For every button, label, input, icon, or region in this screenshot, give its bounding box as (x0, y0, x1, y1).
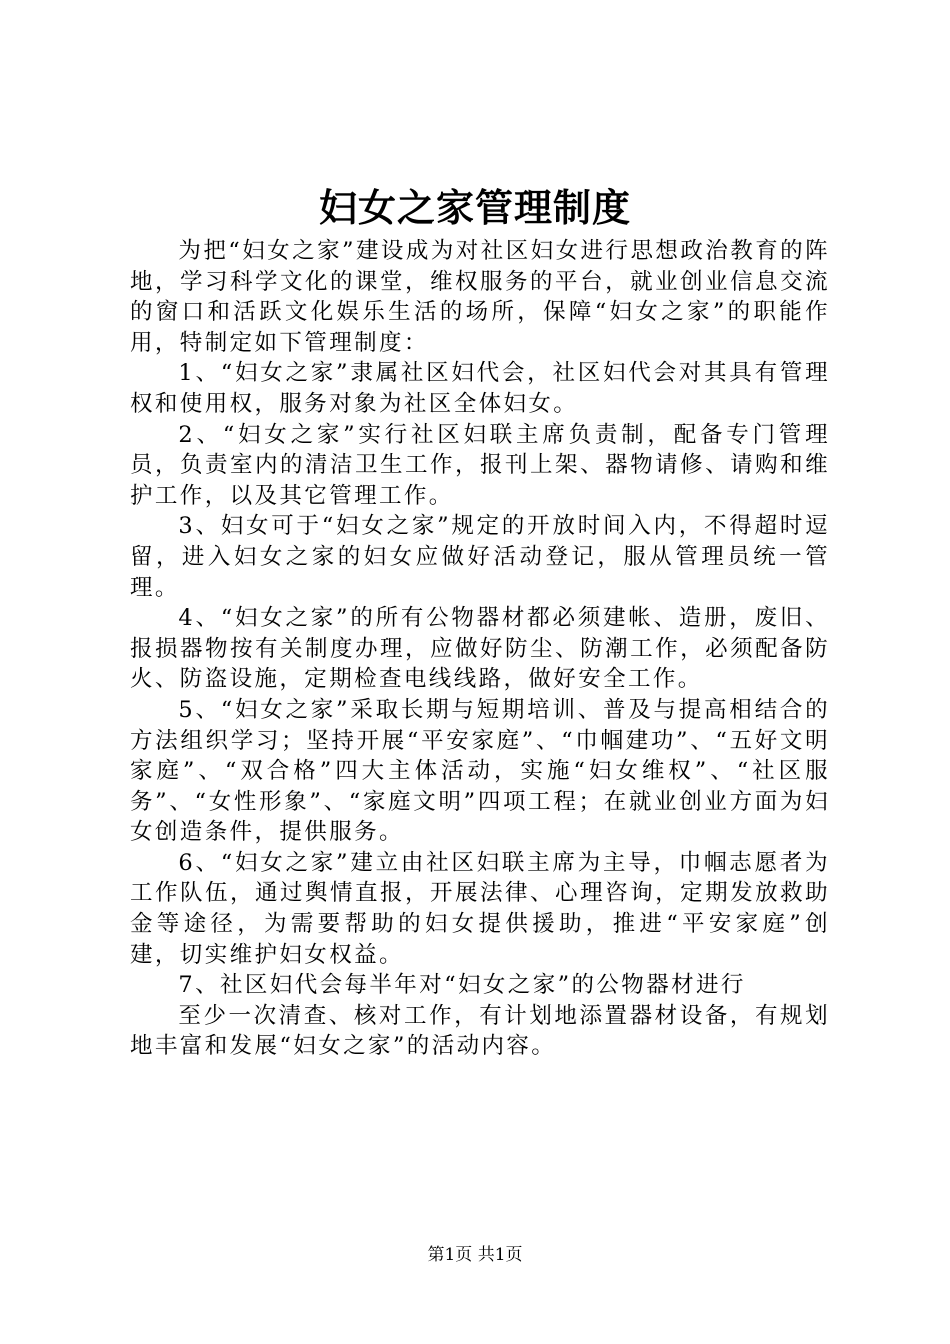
page-title: 妇女之家管理制度 (318, 185, 631, 230)
page-footer: 第1页 共1页 (427, 1245, 523, 1265)
paragraph-item-7: 7、社区妇代会每半年对“妇女之家”的公物器材进行 (178, 972, 746, 999)
paragraph-item-2: 2、“妇女之家”实行社区妇联主席负责制，配备专门管理员，负责室内的清洁卫生工作，报刊上架、器物请修、请购和维护工作，以及其它管理工作。 (130, 421, 830, 509)
paragraph-item-4: 4、“妇女之家”的所有公物器材都必须建帐、造册，废旧、报损器物按有关制度办理，应做好防尘、防潮工作，必须配备防火、防盗设施，定期检查电线线路，做好安全工作。 (130, 605, 830, 693)
paragraph-item-5: 5、“妇女之家”采取长期与短期培训、普及与提高相结合的方法组织学习；坚持开展“平安家庭”、“巾帼建功”、“五好文明家庭”、“双合格”四大主体活动，实施“妇女维权”、“社区服务”、“女性形象”、“家庭文明”四项工程；在就业创业方面为妇女创造条件，提供服务。 (130, 696, 830, 846)
paragraph-item-1: 1、“妇女之家”隶属社区妇代会，社区妇代会对其具有管理权和使用权，服务对象为社区全体妇女。 (130, 360, 830, 417)
paragraph-item-6: 6、“妇女之家”建立由社区妇联主席为主导，巾帼志愿者为工作队伍，通过舆情直报，开展法律、心理咨询，定期发放救助金等途径，为需要帮助的妇女提供援助，推进“平安家庭”创建，切实维护妇女权益。 (130, 849, 830, 968)
paragraph-item-7-continued: 至少一次清查、核对工作，有计划地添置器材设备，有规划地丰富和发展“妇女之家”的活动内容。 (130, 1002, 830, 1060)
document-body (130, 236, 830, 1062)
paragraph-intro: 为把“妇女之家”建设成为对社区妇女进行思想政治教育的阵地，学习科学文化的课堂，维权服务的平台，就业创业信息交流的窗口和活跃文化娱乐生活的场所，保障“妇女之家”的职能作用，特制定如下管理制度： (130, 238, 830, 356)
paragraph-item-3: 3、妇女可于“妇女之家”规定的开放时间入内，不得超时逗留，进入妇女之家的妇女应做好活动登记，服从管理员统一管理。 (130, 513, 830, 601)
